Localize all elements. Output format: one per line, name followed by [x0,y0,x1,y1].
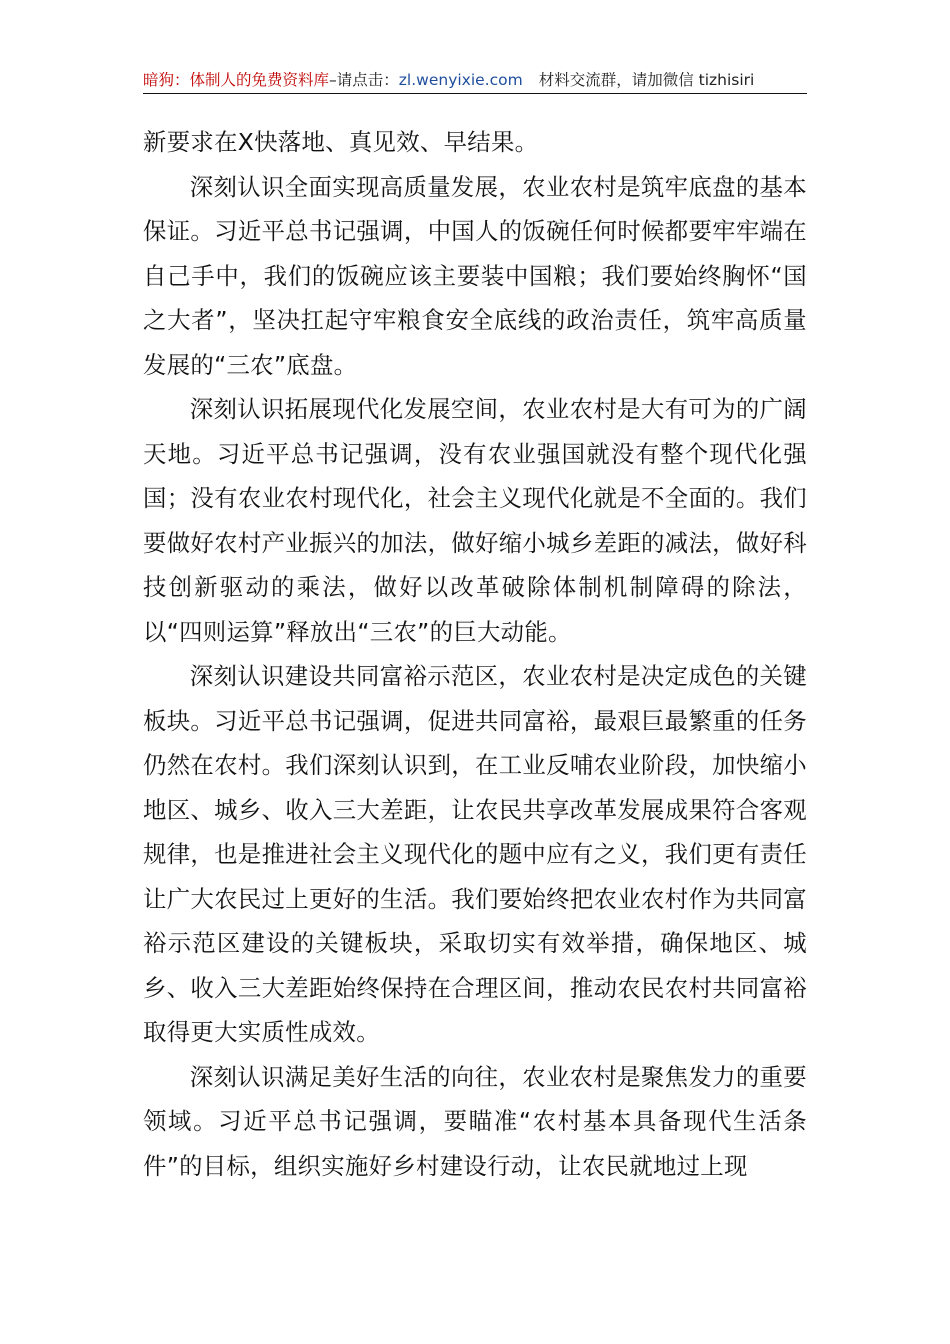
header-wechat-note: 材料交流群，请加微信 tizhisiri [538,71,755,89]
header-url-link[interactable]: zl.wenyixie.com [398,71,523,89]
paragraph-high-quality-development: 深刻认识全面实现高质量发展，农业农村是筑牢底盘的基本保证。习近平总书记强调，中国人的饭碗任何时候都要牢牢端在自己手中，我们的饭碗应该主要装中国粮；我们要始终胸怀“国之大者”，坚决扛起守牢粮食安全底线的政治责任，筑牢高质量发展的“三农”底盘。 [143,172,807,379]
header-click-label: –请点击： [329,71,399,89]
paragraph-common-prosperity: 深刻认识建设共同富裕示范区，农业农村是决定成色的关键板块。习近平总书记强调，促进共同富裕，最艰巨最繁重的任务仍然在农村。我们深刻认识到，在工业反哺农业阶段，加快缩小地区、城乡、收入三大差距，让农民共享改革发展成果符合客观规律，也是推进社会主义现代化的题中应有之义，我们更有责任让广大农民过上更好的生活。我们要始终把农业农村作为共同富裕示范区建设的关键板块，采取切实有效举措，确保地区、城乡、收入三大差距始终保持在合理区间，推动农民农村共同富裕取得更大实质性成效。 [143,662,807,1046]
header-divider [143,93,807,94]
paragraph-better-life: 深刻认识满足美好生活的向往，农业农村是聚焦发力的重要领域。习近平总书记强调，要瞄准“农村基本具备现代生活条件”的目标，组织实施好乡村建设行动，让农民就地过上现 [143,1062,807,1180]
paragraph-continuation: 新要求在X快落地、真见效、早结果。 [143,128,539,156]
page-header [143,68,807,92]
paragraph-modernization-space: 深刻认识拓展现代化发展空间，农业农村是大有可为的广阔天地。习近平总书记强调，没有农业强国就没有整个现代化强国；没有农业农村现代化，社会主义现代化就是不全面的。我们要做好农村产业振兴的加法，做好缩小城乡差距的减法，做好科技创新驱动的乘法，做好以改革破除体制机制障碍的除法，以“四则运算”释放出“三农”的巨大动能。 [143,395,807,646]
document-body [143,120,807,1188]
header-site-label: 暗狗：体制人的免费资料库 [143,71,330,89]
